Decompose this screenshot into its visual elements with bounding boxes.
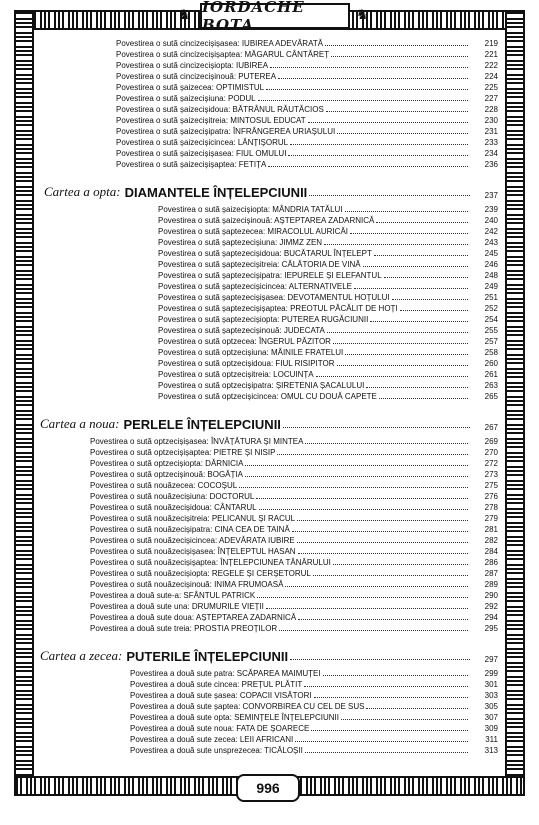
entry-page: 273 [484,470,498,479]
entry-page: 282 [484,536,498,545]
toc-entry [158,358,498,369]
entry-title: Povestirea o sută șaptezecea: MIRACOLUL AURICĂI [158,227,349,236]
entry-page: 276 [484,492,498,501]
entry-page: 245 [484,249,498,258]
leader-dots [316,369,468,377]
entry-title: Povestirea o sută nouăzecișipatra: CINA CEA DE TAINĂ [90,525,290,534]
leader-dots [311,723,468,731]
entry-page: 309 [484,724,498,733]
entry-page: 295 [484,624,498,633]
leader-dots [363,259,468,267]
entry-title: Povestirea a două sute zecea: LEII AFRICANI [130,735,294,744]
entry-title: Povestirea a două sute șaptea: CONVORBIREA CU CEL DE SUS [130,702,365,711]
toc-entry [90,502,498,513]
toc-entry [116,38,498,49]
entry-title: Povestirea o sută optzecișiuna: MÂINILE FRATELUI [158,348,344,357]
entry-title: Povestirea a două sute patra: SCĂPAREA MAIMUȚEI [130,669,321,678]
entry-title: Povestirea o sută șaizecișiopta: MÂNDRIA TATĂLUI [158,205,343,214]
entry-title: Povestirea a două sute doua: AȘTEPTAREA ZADARNICĂ [90,613,297,622]
leader-dots [323,668,468,676]
entry-title: Povestirea o sută șaptezecișipatra: IEPURELE ȘI ELEFANTUL [158,271,382,280]
entry-title: Povestirea o sută șaizecișicincea: LĂNȚIȘORUL [116,138,289,147]
toc-entry [116,71,498,82]
entry-page: 269 [484,437,498,446]
table-of-contents [40,38,498,756]
entry-page: 301 [484,680,498,689]
entry-page: 313 [484,746,498,755]
entry-page: 251 [484,293,498,302]
decorative-border-right [505,10,525,796]
leader-dots [266,82,468,90]
entry-page: 246 [484,260,498,269]
section-label: Cartea a noua: [40,416,120,431]
entry-title: Povestirea o sută șaptezecișișaptea: PREOTUL PĂCĂLIT DE HOȚI [158,304,398,313]
entry-page: 263 [484,381,498,390]
entry-page: 221 [484,50,498,59]
entry-page: 278 [484,503,498,512]
entry-title: Povestirea o sută cincizecișiopta: IUBIREA [116,61,269,70]
decorative-border-left [14,10,34,796]
entry-title: Povestirea o sută șaptezecișitreia: CĂLĂTORIA DE VINĂ [158,260,361,269]
toc-entry [90,579,498,590]
toc-entry [158,237,498,248]
entry-page: 236 [484,160,498,169]
leader-dots [288,148,468,156]
toc-entry [90,568,498,579]
leader-dots [270,60,468,68]
leader-dots [331,49,468,57]
toc-entry [90,491,498,502]
entry-page: 233 [484,138,498,147]
toc-entry [116,137,498,148]
toc-entry [90,546,498,557]
entry-title: Povestirea o sută șaizecișișaptea: FETIȚA [116,160,267,169]
entry-page: 252 [484,304,498,313]
entry-title: Povestirea o sută nouăzecișișasea: ÎNȚELEPTUL HASAN [90,547,296,556]
toc-entry [130,723,498,734]
leader-dots [258,93,468,101]
section-heading [40,646,498,664]
leader-dots [304,679,468,687]
toc-entry [90,612,498,623]
entry-title: Povestirea o sută șaptezecișiuna: JIMMZ ZEN [158,238,323,247]
toc-entry [158,226,498,237]
entry-page: 272 [484,459,498,468]
section-heading [44,182,498,200]
entry-title: Povestirea o sută nouăzecea: COCOȘUL [90,481,238,490]
entry-title: Povestirea o sută nouăzecișișaptea: ÎNȚELEPCIUNEA TÂNĂRULUI [90,558,331,567]
leader-dots [266,601,468,609]
leader-dots [239,480,468,488]
entry-title: Povestirea o sută nouăzecișiopta: REGELE ȘI CERȘETORUL [90,569,311,578]
leader-dots [327,325,468,333]
entry-page: 249 [484,282,498,291]
leader-dots [345,204,468,212]
toc-entry [130,668,498,679]
toc-entry [90,458,498,469]
entry-page: 258 [484,348,498,357]
leader-dots [298,612,468,620]
entry-title: Povestirea o sută șaizecea: OPTIMISTUL [116,83,265,92]
toc-entry [158,336,498,347]
entry-page: 227 [484,94,498,103]
entry-page: 225 [484,83,498,92]
leader-dots [384,270,468,278]
toc-entry [158,281,498,292]
toc-entry [158,259,498,270]
entry-title: Povestirea o sută cincizecișișaptea: MĂGARUL CÂNTĂREȚ [116,50,330,59]
toc-entry [90,469,498,480]
toc-entry [158,303,498,314]
leader-dots [245,469,468,477]
toc-entry [90,601,498,612]
griffin-ornament-icon: ♞ [356,6,369,22]
entry-page: 239 [484,205,498,214]
leader-dots [257,590,468,598]
leader-dots [379,391,468,399]
leader-dots [277,447,468,455]
entry-title: Povestirea o sută șaizecișidoua: BĂTRÂNUL RĂUTĂCIOS [116,105,324,114]
toc-entry [158,248,498,259]
entry-page: 254 [484,315,498,324]
entry-title: Povestirea o sută nouăzecișiuna: DOCTORUL [90,492,255,501]
toc-entry [130,734,498,745]
entry-page: 257 [484,337,498,346]
toc-entry [116,49,498,60]
entry-page: 294 [484,613,498,622]
leader-dots [366,380,468,388]
entry-page: 231 [484,127,498,136]
entry-page: 234 [484,149,498,158]
section-page: 237 [484,191,498,200]
toc-entry [116,126,498,137]
toc-entry [158,369,498,380]
toc-entry [158,270,498,281]
toc-entry [130,690,498,701]
toc-entry [158,292,498,303]
section-title: PERLELE ÎNȚELEPCIUNII [123,417,281,432]
entry-title: Povestirea o sută cincizecișișasea: IUBIREA ADEVĂRATĂ [116,39,324,48]
leader-dots [314,690,468,698]
entry-page: 305 [484,702,498,711]
toc-entry [90,524,498,535]
entry-title: Povestirea a două sute-a: SFÂNTUL PATRICK [90,591,256,600]
leader-dots [374,248,468,256]
entry-title: Povestirea o sută optzecișișasea: ÎNVĂȚĂTURA ȘI MINTEA [90,437,304,446]
leader-dots [308,115,468,123]
leader-dots [298,546,468,554]
entry-title: Povestirea o sută optzecișidoua: FIUL RISIPITOR [158,359,335,368]
entry-title: Povestirea o sută nouăzecișinouă: INIMA FRUMOASĂ [90,580,284,589]
entry-page: 242 [484,227,498,236]
entry-page: 303 [484,691,498,700]
section-page: 267 [484,423,498,432]
running-header-title: IORDACHE BOTA [200,3,350,29]
leader-dots [309,195,470,196]
entry-page: 275 [484,481,498,490]
leader-dots [333,557,468,565]
section-label: Cartea a opta: [44,184,121,199]
entry-title: Povestirea o sută șaizecișinouă: AȘTEPTAREA ZADARNICĂ [158,216,375,225]
leader-dots [278,71,468,79]
entry-title: Povestirea a două sute unsprezecea: TICĂLOȘII [130,746,303,755]
leader-dots [256,491,468,499]
leader-dots [279,623,468,631]
leader-dots [295,734,468,742]
entry-title: Povestirea o sută șaptezecișiopta: PUTEREA RUGĂCIUNII [158,315,369,324]
entry-page: 224 [484,72,498,81]
entry-title: Povestirea o sută optzecișinouă: BOGĂȚIA [90,470,243,479]
leader-dots [376,215,468,223]
entry-page: 279 [484,514,498,523]
leader-dots [333,336,468,344]
toc-entry [116,148,498,159]
toc-entry [158,347,498,358]
toc-entry [116,82,498,93]
leader-dots [350,226,468,234]
leader-dots [354,281,468,289]
entry-title: Povestirea o sută șaptezecișișasea: DEVOTAMENTUL HOȚULUI [158,293,390,302]
toc-entry [130,679,498,690]
leader-dots [370,314,468,322]
entry-title: Povestirea o sută optzecișitreia: LOCUINȚA [158,370,314,379]
entry-title: Povestirea o sută optzecișișaptea: PIETRE ȘI NISIP [90,448,276,457]
entry-title: Povestirea o sută optzecișiopta: DĂRNICIA [90,459,244,468]
entry-page: 299 [484,669,498,678]
entry-title: Povestirea a două sute treia: PROSTIA PREOȚILOR [90,624,278,633]
toc-entry [116,104,498,115]
toc-entry [158,325,498,336]
entry-page: 222 [484,61,498,70]
page-number: 996 [236,774,300,802]
leader-dots [345,347,468,355]
leader-dots [268,159,468,167]
entry-page: 255 [484,326,498,335]
leader-dots [297,513,468,521]
entry-title: Povestirea o sută șaptezecișicincea: ALTERNATIVELE [158,282,353,291]
toc-entry [130,745,498,756]
leader-dots [400,303,468,311]
entry-title: Povestirea a două sute una: DRUMURILE VIEȚII [90,602,264,611]
leader-dots [313,568,468,576]
section-label: Cartea a zecea: [40,648,123,663]
entry-title: Povestirea o sută șaptezecișidoua: BUCĂTARUL ÎNȚELEPT [158,249,372,258]
toc-entry [90,480,498,491]
leader-dots [245,458,468,466]
entry-page: 286 [484,558,498,567]
entry-title: Povestirea a două sute opta: SEMINȚELE ÎNȚELEPCIUNII [130,713,339,722]
toc-entry [90,513,498,524]
toc-entry [116,60,498,71]
entry-page: 230 [484,116,498,125]
entry-page: 270 [484,448,498,457]
entry-page: 243 [484,238,498,247]
entry-title: Povestirea o sută șaptezecișinouă: JUDECATA [158,326,325,335]
entry-title: Povestirea o sută șaizecișiuna: PODUL [116,94,256,103]
leader-dots [290,137,468,145]
leader-dots [337,126,468,134]
entry-page: 307 [484,713,498,722]
entry-title: Povestirea o sută optzecea: ÎNGERUL PĂZITOR [158,337,331,346]
toc-entry [158,314,498,325]
toc-entry [116,115,498,126]
toc-entry [90,623,498,634]
entry-title: Povestirea o sută șaizecișișasea: FIUL OMULUI [116,149,287,158]
toc-entry [158,380,498,391]
toc-entry [158,204,498,215]
leader-dots [392,292,468,300]
entry-page: 240 [484,216,498,225]
entry-page: 260 [484,359,498,368]
entry-title: Povestirea o sută optzecișicincea: OMUL CU DOUĂ CAPETE [158,392,377,401]
toc-entry [116,93,498,104]
entry-page: 248 [484,271,498,280]
leader-dots [324,237,468,245]
entry-title: Povestirea o sută șaizecișitreia: MINTOSUL EDUCAT [116,116,306,125]
leader-dots [259,502,468,510]
leader-dots [292,524,468,532]
section-heading [40,414,498,432]
entry-title: Povestirea o sută nouăzecișicincea: ADEVĂRATA IUBIRE [90,536,295,545]
toc-entry [90,436,498,447]
griffin-ornament-icon: ♞ [178,6,191,22]
toc-entry [158,391,498,402]
entry-page: 284 [484,547,498,556]
entry-page: 228 [484,105,498,114]
entry-page: 265 [484,392,498,401]
leader-dots [341,712,468,720]
leader-dots [337,358,468,366]
toc-entry [90,535,498,546]
section-page: 297 [484,655,498,664]
entry-page: 289 [484,580,498,589]
toc-entry [158,215,498,226]
leader-dots [305,745,468,753]
toc-entry [90,557,498,568]
entry-title: Povestirea o sută optzecișipatra: ȘIRETENIA ȘACALULUI [158,381,365,390]
entry-page: 261 [484,370,498,379]
entry-title: Povestirea a două sute cincea: PREȚUL PLĂTIT [130,680,303,689]
entry-page: 281 [484,525,498,534]
entry-page: 311 [485,735,498,744]
leader-dots [366,701,468,709]
leader-dots [290,659,470,660]
entry-title: Povestirea o sută cincizecișinouă: PUTEREA [116,72,277,81]
entry-page: 290 [484,591,498,600]
leader-dots [297,535,468,543]
leader-dots [305,436,468,444]
toc-entry [130,712,498,723]
entry-page: 219 [484,39,498,48]
toc-entry [90,590,498,601]
entry-page: 287 [484,569,498,578]
leader-dots [325,38,468,46]
toc-entry [116,159,498,170]
section-title: DIAMANTELE ÎNȚELEPCIUNII [124,185,308,200]
entry-title: Povestirea a două sute noua: FATA DE ȘOARECE [130,724,310,733]
section-title: PUTERILE ÎNȚELEPCIUNII [126,649,289,664]
entry-title: Povestirea o sută nouăzecișidoua: CÂNTARUL [90,503,257,512]
toc-entry [90,447,498,458]
entry-page: 292 [484,602,498,611]
toc-entry [130,701,498,712]
entry-title: Povestirea o sută șaizecișipatra: ÎNFRÂNGEREA URIAȘULUI [116,127,336,136]
leader-dots [285,579,468,587]
entry-title: Povestirea o sută nouăzecișitreia: PELICANUL ȘI RACUL [90,514,296,523]
entry-title: Povestirea a două sute șasea: COPACII VISĂTORI [130,691,312,700]
leader-dots [326,104,468,112]
leader-dots [283,427,470,428]
